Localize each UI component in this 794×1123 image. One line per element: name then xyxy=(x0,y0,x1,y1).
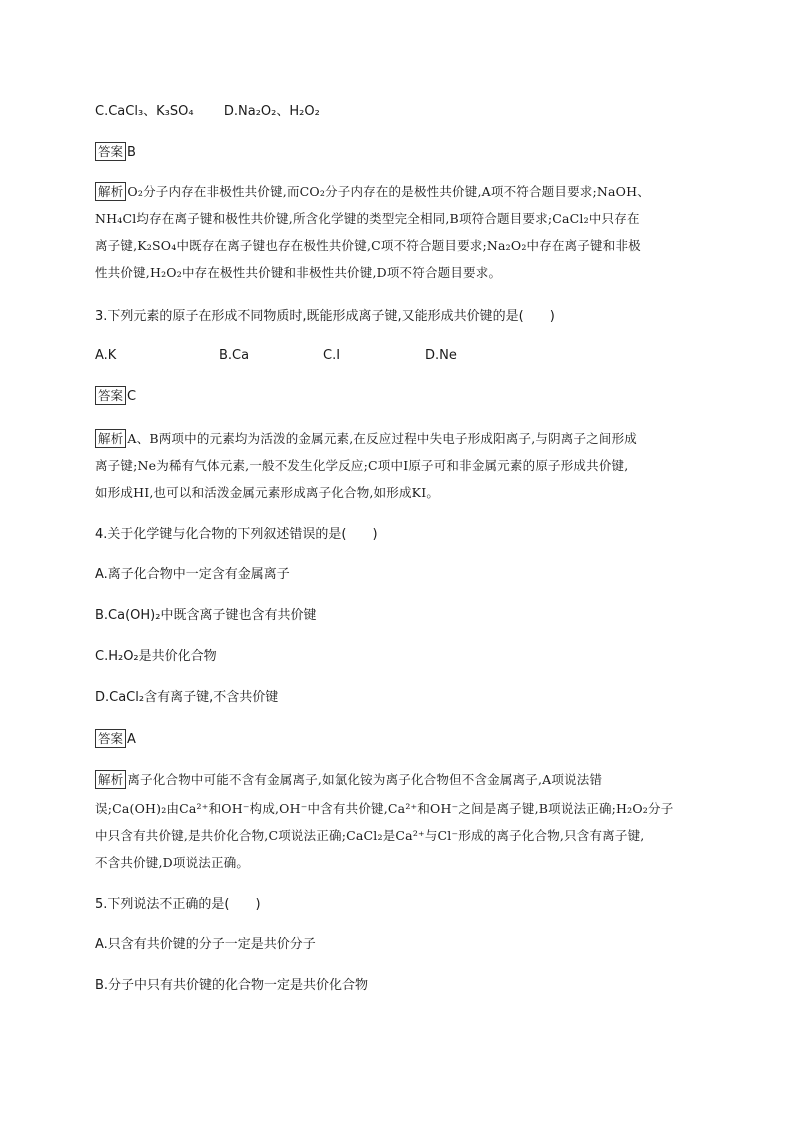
q4-option-a: A.离子化合物中一定含有金属离子 xyxy=(95,567,290,582)
q4-analysis-line-2: 误;Ca(OH)₂由Ca²⁺和OH⁻构成,OH⁻中含有共价键,Ca²⁺和OH⁻之间是离子键,B项说法正确;H₂O₂分子 xyxy=(95,801,674,816)
q3-analysis-line-3: 如形成HI,也可以和活泼金属元素形成离子化合物,如形成KI。 xyxy=(95,485,440,500)
analysis-tag: 解析 xyxy=(95,770,126,789)
q2-options-row xyxy=(95,102,320,122)
q4-option-d: D.CaCl₂含有离子键,不含共价键 xyxy=(95,690,279,705)
answer-tag: 答案 xyxy=(95,729,126,748)
q5-option-b: B.分子中只有共价键的化合物一定是共价化合物 xyxy=(95,978,369,993)
analysis-tag: 解析 xyxy=(95,429,126,448)
q2-option-d: D.Na₂O₂、H₂O₂ xyxy=(223,104,320,119)
q4-answer: A xyxy=(127,732,136,747)
q2-analysis-line-1: 解析 O₂分子内存在非极性共价键,而CO₂分子内存在的是极性共价键,A项不符合题目要求;NaOH、 xyxy=(95,182,650,202)
q5-option-a: A.只含有共价键的分子一定是共价分子 xyxy=(95,937,316,952)
q2-analysis-line-3: 离子键,K₂SO₄中既存在离子键也存在极性共价键,C项不符合题目要求;Na₂O₂中存在离子键和非极 xyxy=(95,238,641,253)
q3-option-c: C.I xyxy=(323,348,341,363)
q3-option-d: D.Ne xyxy=(425,348,457,363)
q3-option-a: A.K xyxy=(95,348,117,363)
q3-option-b: B.Ca xyxy=(219,348,250,363)
answer-tag: 答案 xyxy=(95,142,126,161)
answer-tag: 答案 xyxy=(95,386,126,405)
q3-answer: C xyxy=(127,389,137,404)
q2-analysis-line-2: NH₄Cl均存在离子键和极性共价键,所含化学键的类型完全相同,B项符合题目要求;CaCl₂中只存在 xyxy=(95,211,640,226)
q3-stem: 3.下列元素的原子在形成不同物质时,既能形成离子键,又能形成共价键的是( ) xyxy=(95,309,555,324)
analysis-tag: 解析 xyxy=(95,182,126,201)
q2-analysis-line-4: 性共价键,H₂O₂中存在极性共价键和非极性共价键,D项不符合题目要求。 xyxy=(95,265,502,280)
q4-analysis-line-1: 解析 离子化合物中可能不含有金属离子,如氯化铵为离子化合物但不含金属离子,A项说法错 xyxy=(95,770,602,790)
q4-option-c: C.H₂O₂是共价化合物 xyxy=(95,649,217,664)
q3-analysis-line-1: 解析 A、B两项中的元素均为活泼的金属元素,在反应过程中失电子形成阳离子,与阴离子之间形成 xyxy=(95,429,637,449)
q2-option-c: C.CaCl₃、K₃SO₄ xyxy=(95,104,194,119)
q4-analysis-line-4: 不含共价键,D项说法正确。 xyxy=(95,855,250,870)
q4-analysis-line-3: 中只含有共价键,是共价化合物,C项说法正确;CaCl₂是Ca²⁺与Cl⁻形成的离子化合物,只含有离子键, xyxy=(95,828,645,843)
q2-answer: B xyxy=(127,145,136,160)
q2-answer-row xyxy=(95,142,136,163)
q4-stem: 4.关于化学键与化合物的下列叙述错误的是( ) xyxy=(95,527,378,542)
q4-option-b: B.Ca(OH)₂中既含离子键也含有共价键 xyxy=(95,608,317,623)
q4-answer-row xyxy=(95,729,136,750)
q3-answer-row xyxy=(95,386,136,407)
q5-stem: 5.下列说法不正确的是( ) xyxy=(95,897,261,912)
q3-analysis-line-2: 离子键;Ne为稀有气体元素,一般不发生化学反应;C项中I原子可和非金属元素的原子形成共价键, xyxy=(95,458,629,473)
